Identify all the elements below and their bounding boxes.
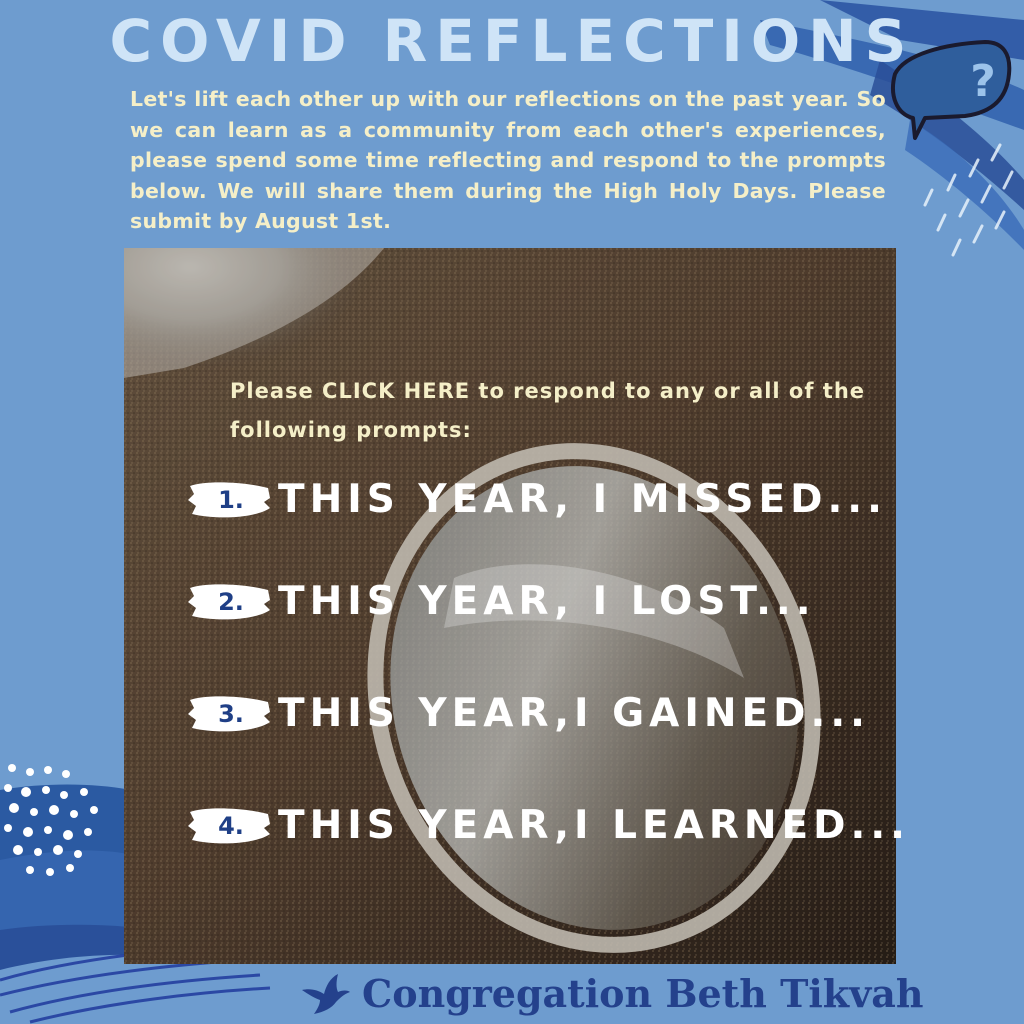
prompt-item-3 bbox=[186, 690, 906, 750]
prompt-item-2 bbox=[186, 578, 906, 638]
svg-text:?: ? bbox=[970, 56, 996, 107]
intro-paragraph: Let's lift each other up with our reflections on the past year. So we can learn as a community from each other's experiences, please spend some time reflecting and respond to the prompts below. We will share them during the High Holy Days. Please submit by August 1st. bbox=[130, 87, 886, 233]
prompt-number: 2. bbox=[218, 588, 244, 616]
page-title: COVID REFLECTIONS bbox=[109, 7, 915, 75]
prompt-number: 4. bbox=[218, 812, 244, 840]
prompt-text: THIS YEAR,I LEARNED... bbox=[278, 803, 910, 848]
prompt-item-1 bbox=[186, 476, 906, 536]
click-here-link[interactable]: Please CLICK HERE to respond to any or all of the following prompts: bbox=[230, 379, 866, 442]
prompt-text: THIS YEAR, I MISSED... bbox=[278, 477, 887, 522]
organization-name: Congregation Beth Tikvah bbox=[362, 971, 924, 1016]
prompt-text: THIS YEAR, I LOST... bbox=[278, 579, 816, 624]
footer bbox=[300, 964, 1000, 1024]
prompt-text: THIS YEAR,I GAINED... bbox=[278, 691, 870, 736]
prompt-item-4 bbox=[186, 802, 910, 862]
prompt-number: 3. bbox=[218, 700, 244, 728]
dove-icon bbox=[300, 972, 352, 1016]
prompt-number: 1. bbox=[218, 486, 244, 514]
